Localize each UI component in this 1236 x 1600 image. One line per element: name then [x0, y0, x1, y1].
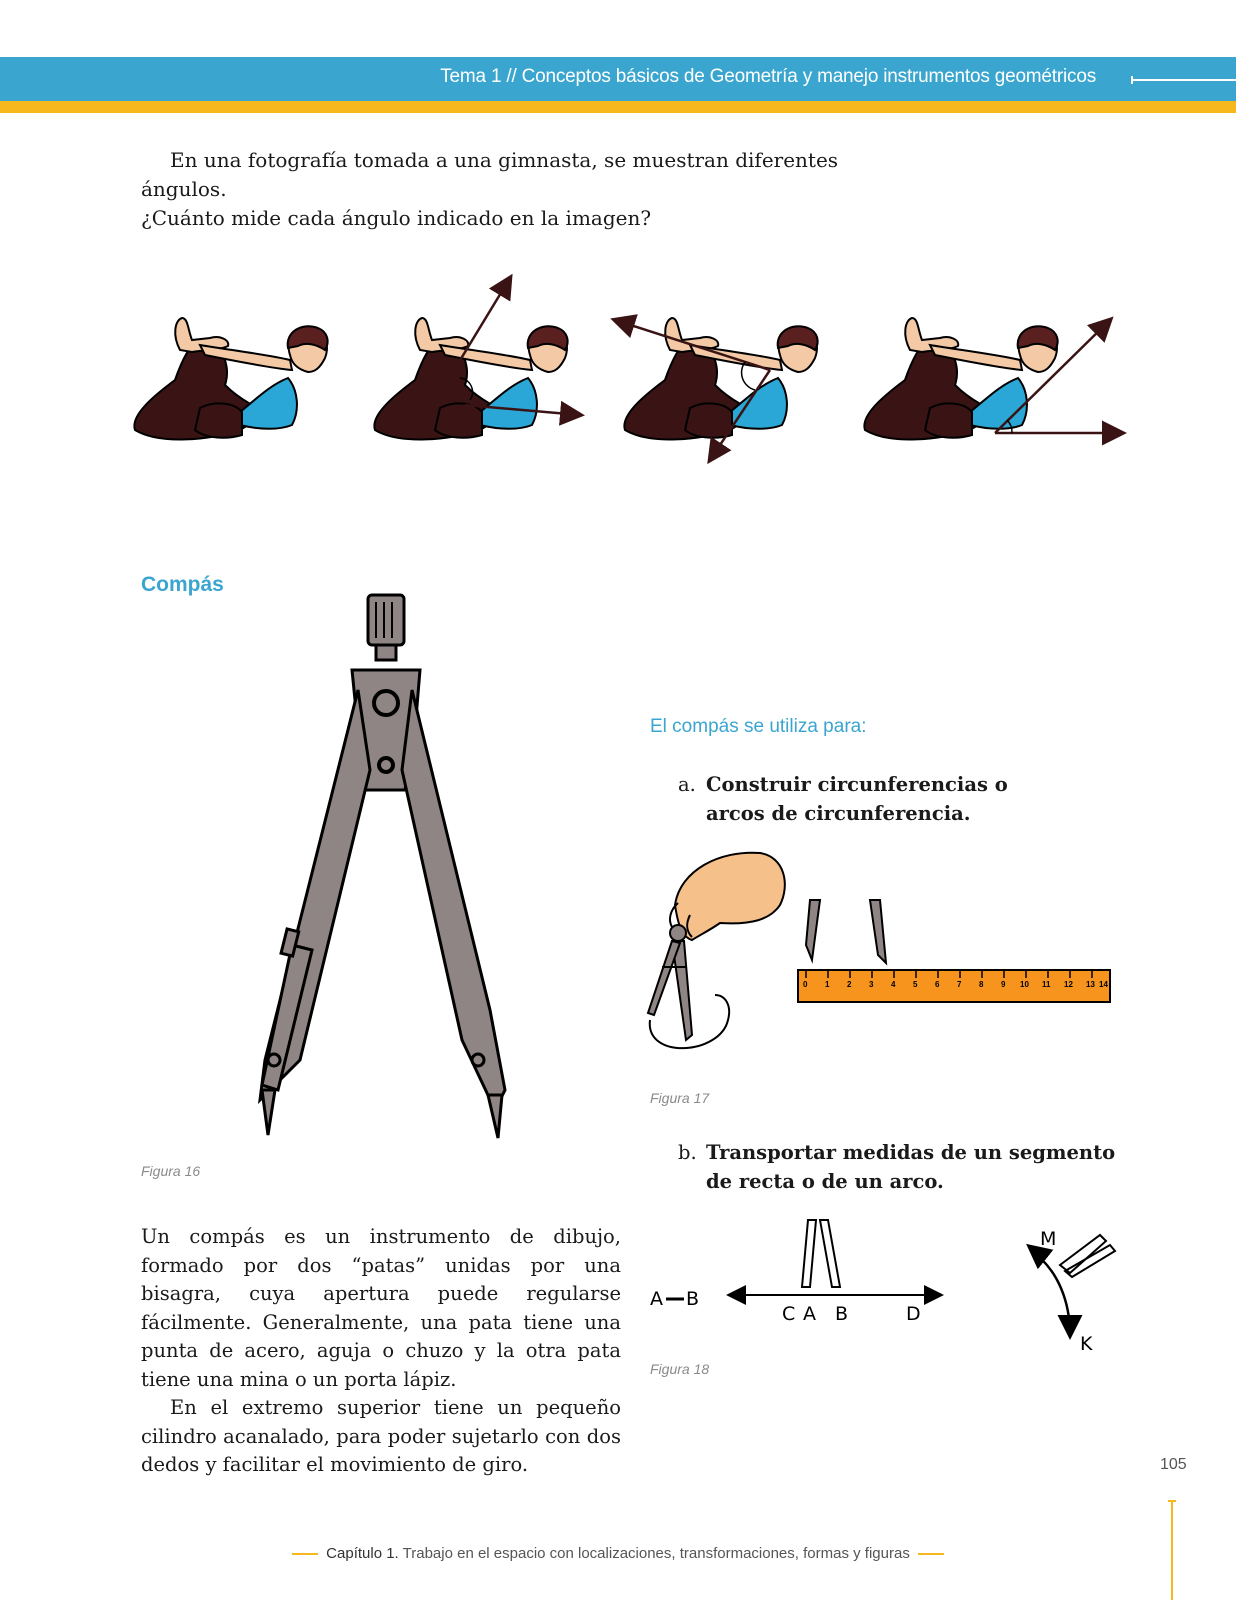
compass-description	[141, 1223, 621, 1480]
ruler-tick-1: 1	[825, 980, 830, 989]
use-item-b-letter: b.	[678, 1141, 697, 1164]
ruler-tick-10: 10	[1020, 980, 1029, 989]
header-accent-band	[0, 101, 1236, 113]
page-number: 105	[1160, 1456, 1187, 1473]
use-item-a-letter: a.	[678, 773, 696, 796]
ruler-tick-7: 7	[957, 980, 962, 989]
line-label-d: D	[906, 1303, 921, 1325]
ruler-tick-14: 14	[1099, 980, 1108, 989]
use-item-a-text: Construir circunferencias o arcos de circunferencia.	[706, 773, 1008, 825]
ruler-tick-2: 2	[847, 980, 852, 989]
ruler-tick-4: 4	[891, 980, 896, 989]
ruler-tick-12: 12	[1064, 980, 1073, 989]
footer-line-right	[918, 1553, 944, 1555]
compass-description-p1: Un compás es un instrumento de dibujo, formado por dos “patas” unidas por una bisagra, cuya apertura puede regularse fácilmente. Generalmente, una pata tiene una punta de acero, aguja o chuzo y la otra pata tiene una mina o un porta lápiz.	[141, 1225, 621, 1391]
compass-illustration	[240, 590, 540, 1170]
header-title: Tema 1 // Conceptos básicos de Geometría y manejo instrumentos geométricos	[440, 66, 1096, 87]
gymnast-angles-illustration	[120, 270, 1170, 480]
ruler-tick-8: 8	[979, 980, 984, 989]
arc-label-m: M	[1040, 1228, 1057, 1250]
intro-line-1: En una fotografía tomada a una gimnasta, se muestran diferentes ángulos.	[141, 148, 839, 201]
figure-17-caption: Figura 17	[650, 1090, 710, 1106]
ruler-tick-5: 5	[913, 980, 918, 989]
intro-line-2: ¿Cuánto mide cada ángulo indicado en la imagen?	[141, 206, 652, 230]
ruler-tick-9: 9	[1001, 980, 1006, 989]
segment-label-a: A	[650, 1288, 663, 1310]
footer-chapter: Capítulo 1.	[326, 1545, 399, 1562]
footer-text: Trabajo en el espacio con localizaciones, transformaciones, formas y figuras	[402, 1545, 910, 1562]
line-label-a: A	[803, 1303, 816, 1325]
line-label-b: B	[835, 1303, 849, 1325]
use-item-b-text: Transportar medidas de un segmento de recta o de un arco.	[706, 1141, 1116, 1193]
gymnast-figure-4	[864, 318, 1122, 439]
use-item-b	[678, 1138, 1138, 1196]
ruler-tick-13: 13	[1086, 980, 1095, 989]
figure-18-illustration	[640, 1215, 1140, 1365]
ruler-tick-3: 3	[869, 980, 874, 989]
ruler-tick-11: 11	[1042, 980, 1051, 989]
segment-label-b: B	[686, 1288, 700, 1310]
use-item-a	[678, 770, 1138, 828]
uses-title: El compás se utiliza para:	[650, 716, 867, 737]
figure-17-illustration	[640, 845, 1140, 1075]
gymnast-figure-3	[615, 318, 818, 460]
gymnast-figure-1	[134, 318, 327, 439]
footer-line-left	[292, 1553, 318, 1555]
footer	[0, 1545, 1236, 1562]
ruler-tick-6: 6	[935, 980, 940, 989]
compass-description-p2: En el extremo superior tiene un pequeño cilindro acanalado, para poder sujetarlo con dos dedos y facilitar el movimiento de giro.	[141, 1396, 621, 1476]
intro-paragraph	[141, 146, 901, 233]
arc-label-k: K	[1080, 1333, 1093, 1355]
section-title: Compás	[141, 573, 224, 596]
figure-18-caption: Figura 18	[650, 1361, 710, 1377]
ruler-tick-0: 0	[803, 980, 808, 989]
header-line-decoration	[1130, 74, 1236, 86]
gymnast-figure-2	[374, 278, 580, 439]
figure-16-caption: Figura 16	[141, 1163, 201, 1179]
line-label-c: C	[782, 1303, 796, 1325]
